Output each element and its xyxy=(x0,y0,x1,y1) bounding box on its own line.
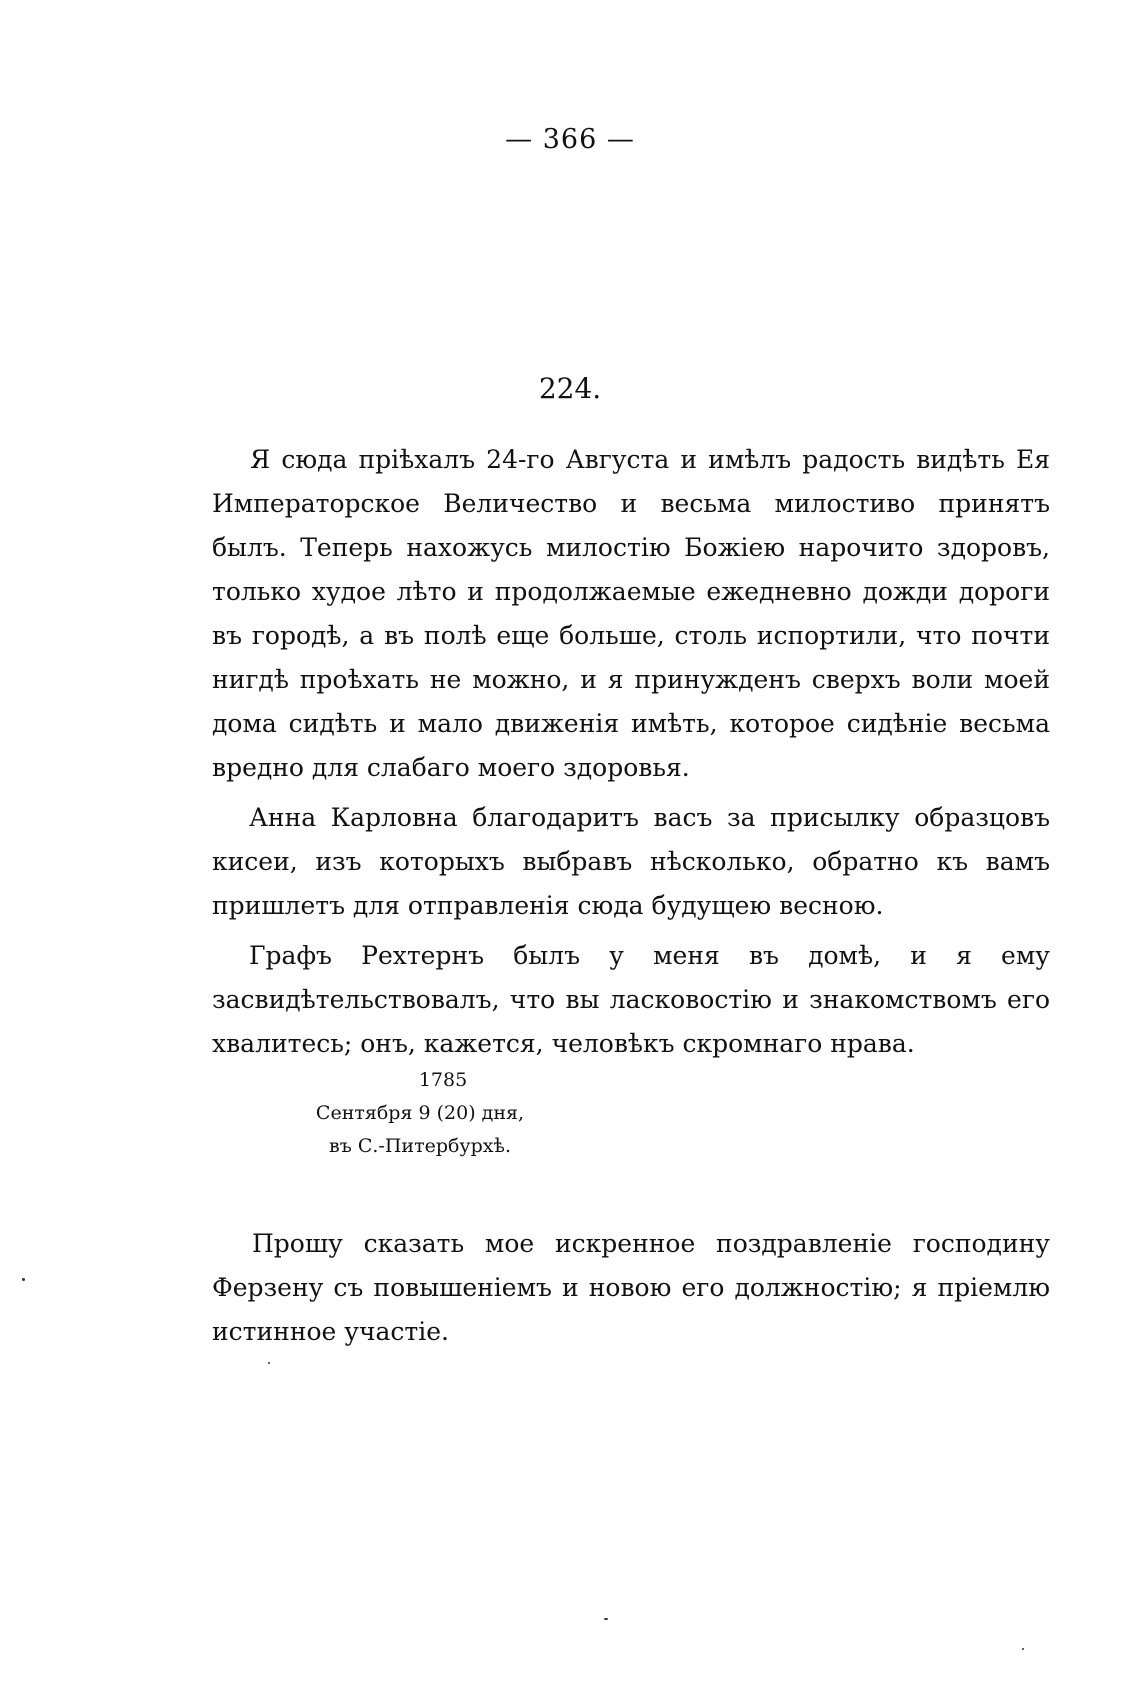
date-day: Сентября 9 (20) дня, xyxy=(315,1102,525,1124)
date-block xyxy=(270,1064,570,1163)
date-year: 1785 xyxy=(418,1069,468,1091)
scan-speck xyxy=(268,1362,270,1364)
letter-body xyxy=(212,438,1050,1072)
scan-speck xyxy=(22,1278,25,1281)
paragraph-1: Я сюда пріѣхалъ 24-го Августа и имѣлъ радость видѣть Ея Императорское Величество и весьма милостиво принятъ былъ. Теперь нахожусь милостію Божіею нарочито здоровъ, только худое лѣто и продолжаемые ежедневно дожди дороги въ городѣ, а въ полѣ еще больше, столь испортили, что почти нигдѣ проѣхать не можно, и я принужденъ сверхъ воли моей дома сидѣть и мало движенія имѣть, которое сидѣніе весьма вредно для слабаго моего здоровья. xyxy=(212,445,1050,782)
date-place: въ С.-Питербурхѣ. xyxy=(329,1135,511,1157)
postscript xyxy=(212,1222,1050,1354)
paragraph-2: Анна Карловна благодаритъ васъ за присылку образцовъ кисеи, изъ которыхъ выбравъ нѣсколько, обратно къ вамъ пришлетъ для отправленія сюда будущею весною. xyxy=(212,803,1050,920)
letter-number: 224. xyxy=(538,372,602,405)
paragraph-3: Графъ Рехтернъ былъ у меня въ домѣ, и я ему засвидѣтельствовалъ, что вы ласковостію и знакомствомъ его хвалитесь; онъ, кажется, человѣкъ скромнаго нрава. xyxy=(212,941,1050,1058)
scan-speck xyxy=(1022,1648,1024,1650)
postscript-text: Прошу сказать мое искренное поздравленіе господину Ферзену съ повышеніемъ и новою его должностію; я пріемлю истинное участіе. xyxy=(212,1229,1050,1346)
scan-speck xyxy=(604,1618,608,1620)
page-number: — 366 — xyxy=(505,124,635,155)
